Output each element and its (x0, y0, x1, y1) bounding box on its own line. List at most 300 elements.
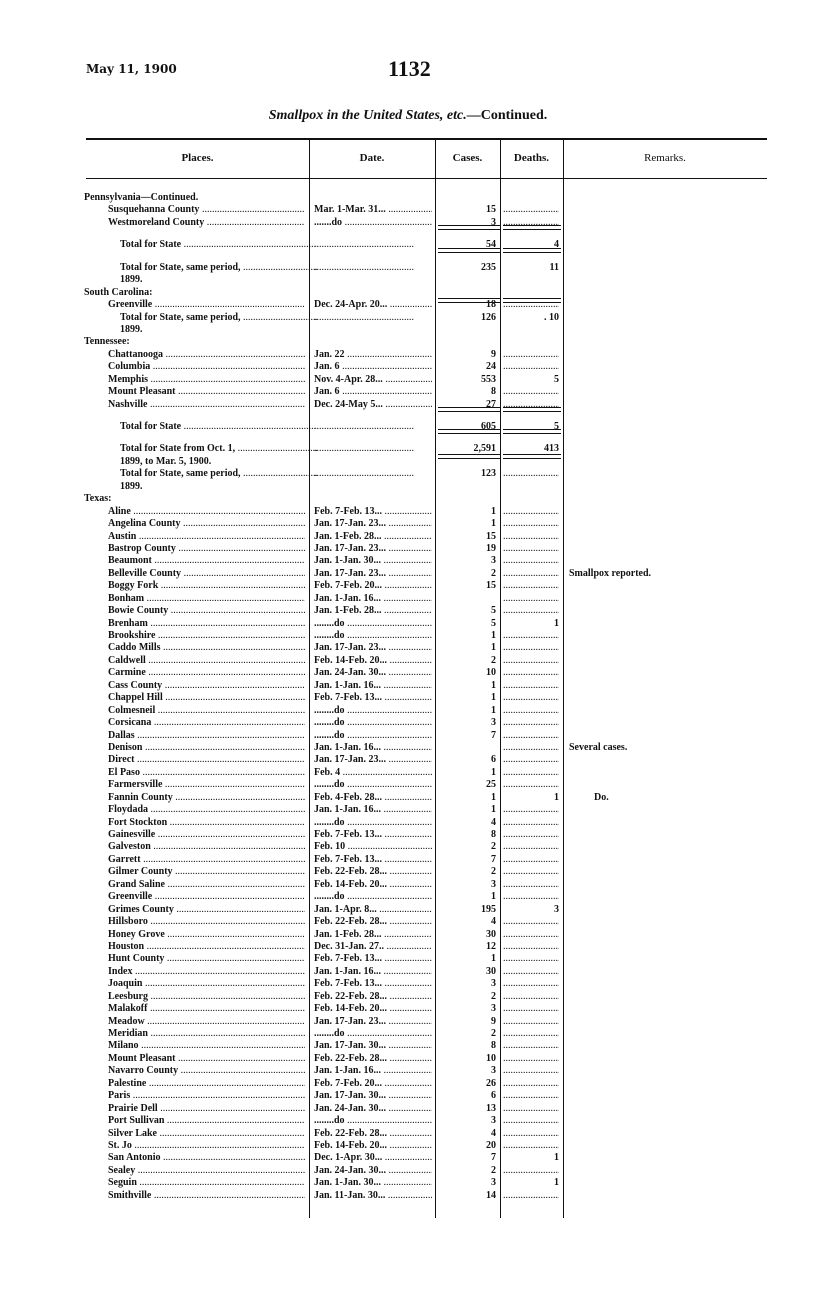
table-row (0, 829, 816, 841)
date-cell: Mar. 1-Mar. 31... ..... (314, 204, 432, 216)
place-cell: Palestine ..... (108, 1078, 305, 1090)
place-cell: Greenville ..... (108, 891, 305, 903)
table-row (0, 1152, 816, 1164)
table-row (0, 630, 816, 642)
date-cell: ........do ..... (314, 730, 432, 742)
place-cell: Colmesneil ..... (108, 705, 305, 717)
cases-cell: 9 (491, 1015, 496, 1027)
date-cell: Feb. 22-Feb. 28... ..... (314, 1053, 432, 1065)
cases-cell: 4 (491, 1127, 496, 1139)
column-header-remarks: Remarks. (644, 152, 686, 164)
place-cell: Total for State, same period, ..... (120, 262, 317, 274)
cases-cell: 3 (491, 216, 496, 228)
cases-cell: 20 (486, 1139, 496, 1151)
place-cell: Austin ..... (108, 531, 305, 543)
table-row (0, 1053, 816, 1065)
cases-cell: 24 (486, 361, 496, 373)
place-cell: Prairie Dell ..... (108, 1103, 305, 1115)
date-cell: Jan. 1-Jan. 16... ..... (314, 680, 432, 692)
place-cell: Cass County ..... (108, 680, 305, 692)
cases-cell: 235 (481, 261, 496, 273)
date-cell: Jan. 17-Jan. 30... ..... (314, 1040, 432, 1052)
place-cell: Carmine ..... (108, 667, 305, 679)
place-cell: Pennsylvania—Continued. (84, 192, 199, 203)
cases-cell: 30 (486, 965, 496, 977)
place-cell: Caldwell ..... (108, 655, 305, 667)
total-double-rule (503, 454, 561, 459)
deaths-cell: 1 (554, 617, 559, 629)
place-cell: Corsicana ..... (108, 717, 305, 729)
cases-cell: 126 (481, 311, 496, 323)
cases-cell: 4 (491, 816, 496, 828)
total-double-rule (503, 429, 561, 434)
date-cell: Feb. 7-Feb. 13... ..... (314, 506, 432, 518)
table-row (0, 531, 816, 543)
cases-cell: 7 (491, 729, 496, 741)
date-cell: Dec. 24-Apr. 20... ..... (314, 299, 432, 311)
table-row (0, 386, 816, 398)
place-cell: Silver Lake ..... (108, 1128, 305, 1140)
cases-cell: 1 (491, 518, 496, 530)
cases-cell: 2 (491, 1028, 496, 1039)
table-header-rule (86, 178, 767, 179)
cases-cell: 15 (486, 204, 496, 216)
remarks-cell: Smallpox reported. (569, 567, 652, 579)
date-cell: ........do ..... (314, 705, 432, 717)
date-cell: ........do ..... (314, 1115, 432, 1127)
cases-cell: 1 (491, 704, 496, 716)
date-cell: Dec. 24-May 5... ..... (314, 399, 432, 411)
table-row (0, 593, 816, 605)
date-cell: Jan. 24-Jan. 30... ..... (314, 667, 432, 679)
deaths-cell: 4 (554, 239, 559, 251)
table-row (0, 879, 816, 891)
total-row (0, 421, 816, 433)
date-cell: Feb. 7-Feb. 13... ..... (314, 829, 432, 841)
date-cell: Feb. 7-Feb. 13... ..... (314, 978, 432, 990)
table-row (0, 804, 816, 816)
table-row (0, 1165, 816, 1177)
place-cell: Angelina County ..... (108, 518, 305, 530)
date-cell: Feb. 14-Feb. 20... ..... (314, 879, 432, 891)
section-row (0, 336, 816, 348)
remarks-cell: Do. (594, 791, 609, 803)
table-row (0, 916, 816, 928)
cases-cell: 2,591 (473, 443, 496, 455)
place-cell: Sealey ..... (108, 1165, 305, 1177)
date-cell: Jan. 6 ..... (314, 386, 432, 398)
date-cell: Feb. 7-Feb. 20... ..... (314, 1078, 432, 1090)
place-cell: Honey Grove ..... (108, 929, 305, 941)
cases-cell: 3 (491, 878, 496, 890)
cases-cell: 123 (481, 468, 496, 480)
table-row (0, 518, 816, 530)
date-cell (314, 239, 432, 251)
date-cell: Jan. 11-Jan. 30... ..... (314, 1190, 432, 1202)
page-number: 1132 (388, 56, 431, 81)
table-row (0, 217, 816, 229)
date-cell: Feb. 7-Feb. 13... ..... (314, 953, 432, 965)
title-rest: —Continued. (466, 108, 548, 123)
place-cell: 1899. (120, 274, 143, 286)
place-cell: Smithville ..... (108, 1190, 305, 1202)
place-cell: 1899. (120, 323, 143, 335)
date-cell (314, 421, 432, 433)
deaths-cell: 1 (554, 791, 559, 803)
table-row (0, 966, 816, 978)
place-cell: Brookshire ..... (108, 630, 305, 642)
place-cell: Hillsboro ..... (108, 916, 305, 928)
table-row (0, 767, 816, 779)
section-row (0, 192, 816, 204)
date-cell: Jan. 1-Feb. 28... ..... (314, 605, 432, 617)
cases-cell: 5 (491, 605, 496, 617)
place-cell: Meridian ..... (108, 1028, 305, 1040)
deaths-cell: 1 (554, 1177, 559, 1189)
place-cell: Chattanooga ..... (108, 349, 305, 361)
table-row (0, 299, 816, 311)
cases-cell: 2 (491, 567, 496, 579)
table-row (0, 742, 816, 754)
column-header-cases: Cases. (452, 152, 483, 164)
table-row (0, 618, 816, 630)
place-cell: Total for State from Oct. 1, ..... (120, 443, 317, 455)
place-cell: El Paso ..... (108, 767, 305, 779)
date-cell: Dec. 1-Apr. 30... ..... (314, 1152, 432, 1164)
cases-cell: 1 (491, 642, 496, 654)
table-row (0, 680, 816, 692)
date-cell: ........do ..... (314, 630, 432, 642)
cases-cell: 9 (491, 348, 496, 360)
date-cell: Jan. 1-Jan. 30... ..... (314, 1177, 432, 1189)
cases-cell: 10 (486, 667, 496, 679)
cases-cell: 1 (491, 679, 496, 691)
place-cell: Malakoff ..... (108, 1003, 305, 1015)
page-date: May 11, 1900 (86, 62, 177, 76)
table-row (0, 399, 816, 411)
table-row (0, 1115, 816, 1127)
table-row (0, 953, 816, 965)
place-cell: San Antonio ..... (108, 1152, 305, 1164)
table-row (0, 1028, 816, 1040)
place-cell: Texas: (84, 493, 112, 505)
place-cell: Greenville ..... (108, 299, 305, 311)
table-row (0, 655, 816, 667)
table-row (0, 978, 816, 990)
place-cell: Farmersville ..... (108, 779, 305, 791)
table-top-rule (86, 138, 767, 140)
place-cell: Nashville ..... (108, 399, 305, 411)
place-cell: Grand Saline ..... (108, 879, 305, 891)
total-double-rule (503, 248, 561, 253)
table-row (0, 324, 816, 336)
place-cell: St. Jo ..... (108, 1140, 305, 1152)
table-row (0, 817, 816, 829)
cases-cell: 2 (491, 654, 496, 666)
cases-cell: 1 (491, 891, 496, 903)
place-cell: Total for State ..... (120, 421, 317, 433)
smallpox-table (0, 192, 816, 1202)
table-row (0, 433, 816, 443)
date-cell: Jan. 1-Jan. 16... ..... (314, 593, 432, 605)
table-row (0, 866, 816, 878)
cases-cell: 605 (481, 421, 496, 432)
place-cell: Total for State ..... (120, 239, 317, 251)
table-row (0, 204, 816, 216)
page-title (0, 108, 816, 124)
date-cell: Jan. 1-Apr. 8... ..... (314, 904, 432, 916)
table-row (0, 229, 816, 239)
place-cell: Beaumont ..... (108, 555, 305, 567)
table-row (0, 1016, 816, 1028)
cases-cell: 6 (491, 1090, 496, 1102)
cases-cell: 1 (491, 630, 496, 641)
deaths-cell: 1 (554, 1152, 559, 1164)
cases-cell: 3 (491, 1065, 496, 1077)
date-cell: Feb. 4-Feb. 28... ..... (314, 792, 432, 804)
date-cell: Jan. 1-Jan. 16... ..... (314, 966, 432, 978)
cases-cell: 1 (491, 505, 496, 517)
date-cell: Feb. 22-Feb. 28... ..... (314, 916, 432, 928)
cases-cell: 12 (486, 940, 496, 952)
cases-cell: 8 (491, 829, 496, 840)
table-row (0, 841, 816, 853)
cases-cell: 3 (491, 555, 496, 567)
cases-cell: 2 (491, 990, 496, 1002)
place-cell: Joaquin ..... (108, 978, 305, 990)
place-cell: Columbia ..... (108, 361, 305, 373)
total-double-rule (503, 225, 561, 230)
total-double-rule (503, 407, 561, 412)
total-row (0, 312, 816, 324)
cases-cell: 6 (491, 754, 496, 766)
remarks-cell: Several cases. (569, 741, 628, 753)
place-cell: Tennessee: (84, 336, 130, 348)
place-cell: Chappel Hill ..... (108, 692, 305, 704)
table-row (0, 929, 816, 941)
table-row (0, 642, 816, 654)
place-cell: Navarro County ..... (108, 1065, 305, 1077)
date-cell: Feb. 10 ..... (314, 841, 432, 853)
table-row (0, 891, 816, 903)
table-row (0, 1190, 816, 1202)
table-row (0, 941, 816, 953)
place-cell: Westmoreland County ..... (108, 217, 305, 229)
cases-cell: 3 (491, 717, 496, 729)
cases-cell: 19 (486, 542, 496, 554)
cases-cell: 26 (486, 1077, 496, 1089)
table-row (0, 1090, 816, 1102)
place-cell: Susquehanna County ..... (108, 204, 305, 216)
total-double-rule (438, 454, 500, 459)
place-cell: Brenham ..... (108, 618, 305, 630)
date-cell: Nov. 4-Apr. 28... ..... (314, 374, 432, 386)
date-cell: Jan. 1-Jan. 16... ..... (314, 1065, 432, 1077)
date-cell: .......do ..... (314, 217, 432, 229)
table-row (0, 1003, 816, 1015)
table-row (0, 1128, 816, 1140)
cases-cell: 8 (491, 1040, 496, 1052)
place-cell: Belleville County ..... (108, 568, 305, 580)
total-row (0, 262, 816, 274)
table-row (0, 1040, 816, 1052)
cases-cell: 15 (486, 530, 496, 542)
date-cell: Feb. 22-Feb. 28... ..... (314, 866, 432, 878)
table-row (0, 274, 816, 286)
table-row (0, 543, 816, 555)
table-row (0, 1065, 816, 1077)
place-cell: Meadow ..... (108, 1016, 305, 1028)
cases-cell: 27 (486, 398, 496, 410)
date-cell (314, 468, 432, 480)
date-cell: Jan. 17-Jan. 23... ..... (314, 543, 432, 555)
cases-cell: 15 (486, 580, 496, 592)
table-row (0, 730, 816, 742)
table-row (0, 580, 816, 592)
date-cell: Jan. 17-Jan. 23... ..... (314, 754, 432, 766)
date-cell: Jan. 17-Jan. 23... ..... (314, 642, 432, 654)
place-cell: Aline ..... (108, 506, 305, 518)
date-cell: Jan. 1-Jan. 30... ..... (314, 555, 432, 567)
cases-cell: 1 (491, 804, 496, 816)
date-cell: Feb. 14-Feb. 20... ..... (314, 655, 432, 667)
cases-cell: 2 (491, 841, 496, 853)
date-cell: Jan. 1-Feb. 28... ..... (314, 531, 432, 543)
date-cell: Jan. 24-Jan. 30... ..... (314, 1165, 432, 1177)
cases-cell: 1 (491, 692, 496, 704)
deaths-cell: 5 (554, 421, 559, 432)
cases-cell: 195 (481, 903, 496, 915)
cases-cell: 1 (491, 953, 496, 965)
place-cell: Garrett ..... (108, 854, 305, 866)
date-cell: Feb. 14-Feb. 20... ..... (314, 1140, 432, 1152)
place-cell: Total for State, same period, ..... (120, 468, 317, 480)
date-cell: ........do ..... (314, 717, 432, 729)
cases-cell: 14 (486, 1189, 496, 1201)
table-row (0, 754, 816, 766)
cases-cell: 30 (486, 928, 496, 940)
table-row (0, 605, 816, 617)
date-cell: Feb. 14-Feb. 20... ..... (314, 1003, 432, 1015)
table-row (0, 1103, 816, 1115)
total-double-rule (438, 248, 500, 253)
table-row (0, 991, 816, 1003)
place-cell: Galveston ..... (108, 841, 305, 853)
place-cell: Bastrop County ..... (108, 543, 305, 555)
place-cell: Mount Pleasant ..... (108, 1053, 305, 1065)
place-cell: Direct ..... (108, 754, 305, 766)
place-cell: Index ..... (108, 966, 305, 978)
place-cell: Leesburg ..... (108, 991, 305, 1003)
column-header-deaths: Deaths. (513, 152, 550, 164)
cases-cell: 3 (491, 1177, 496, 1189)
place-cell: Gilmer County ..... (108, 866, 305, 878)
table-row (0, 792, 816, 804)
place-cell: Caddo Mills ..... (108, 642, 305, 654)
cases-cell: 8 (491, 386, 496, 398)
total-double-rule (438, 225, 500, 230)
place-cell: Bowie County ..... (108, 605, 305, 617)
table-row (0, 705, 816, 717)
date-cell: Dec. 31-Jan. 27.. ..... (314, 941, 432, 953)
table-row (0, 456, 816, 468)
place-cell: Seguin ..... (108, 1177, 305, 1189)
date-cell: Jan. 17-Jan. 30... ..... (314, 1090, 432, 1102)
place-cell: Hunt County ..... (108, 953, 305, 965)
place-cell: Mount Pleasant ..... (108, 386, 305, 398)
deaths-cell: 11 (549, 261, 559, 273)
section-row (0, 493, 816, 505)
date-cell: Jan. 17-Jan. 23... ..... (314, 1016, 432, 1028)
cases-cell: 2 (491, 1164, 496, 1176)
place-cell: Total for State, same period, ..... (120, 312, 317, 324)
place-cell: Houston ..... (108, 941, 305, 953)
deaths-cell: 413 (544, 443, 559, 455)
deaths-cell: 5 (554, 373, 559, 385)
place-cell: Fannin County ..... (108, 792, 305, 804)
cases-cell: 13 (486, 1102, 496, 1114)
place-cell: Paris ..... (108, 1090, 305, 1102)
date-cell: Feb. 22-Feb. 28... ..... (314, 991, 432, 1003)
date-cell: Jan. 1-Feb. 28... ..... (314, 929, 432, 941)
cases-cell: 3 (491, 978, 496, 990)
place-cell: Port Sullivan ..... (108, 1115, 305, 1127)
date-cell: ........do ..... (314, 1028, 432, 1040)
date-cell (314, 443, 432, 455)
total-row (0, 443, 816, 455)
section-row (0, 287, 816, 299)
cases-cell: 18 (486, 299, 496, 311)
table-row (0, 692, 816, 704)
cases-cell: 2 (491, 866, 496, 878)
table-row (0, 1177, 816, 1189)
deaths-cell: . 10 (544, 311, 559, 323)
place-cell: Dallas ..... (108, 730, 305, 742)
date-cell: Jan. 1-Jan. 16... ..... (314, 804, 432, 816)
date-cell: Feb. 7-Feb. 20... ..... (314, 580, 432, 592)
cases-cell: 7 (491, 853, 496, 865)
place-cell: Milano ..... (108, 1040, 305, 1052)
table-row (0, 1140, 816, 1152)
table-row (0, 904, 816, 916)
table-row (0, 481, 816, 493)
table-row (0, 854, 816, 866)
cases-cell: 1 (491, 766, 496, 778)
date-cell: Feb. 7-Feb. 13... ..... (314, 854, 432, 866)
total-double-rule (438, 407, 500, 412)
place-cell: Gainesville ..... (108, 829, 305, 841)
place-cell: Denison ..... (108, 742, 305, 754)
date-cell (314, 262, 432, 274)
cases-cell: 7 (491, 1152, 496, 1164)
date-cell: Jan. 24-Jan. 30... ..... (314, 1103, 432, 1115)
cases-cell: 10 (486, 1052, 496, 1064)
total-row (0, 468, 816, 480)
table-row (0, 717, 816, 729)
deaths-cell: 3 (554, 903, 559, 915)
date-cell: ........do ..... (314, 618, 432, 630)
place-cell: Memphis ..... (108, 374, 305, 386)
table-row (0, 349, 816, 361)
total-double-rule (438, 429, 500, 434)
place-cell: 1899. (120, 480, 143, 492)
cases-cell: 5 (491, 617, 496, 629)
place-cell: Grimes County ..... (108, 904, 305, 916)
date-cell: ........do ..... (314, 817, 432, 829)
date-cell: Jan. 22 ..... (314, 349, 432, 361)
cases-cell: 3 (491, 1003, 496, 1015)
column-header-date: Date. (359, 152, 385, 164)
